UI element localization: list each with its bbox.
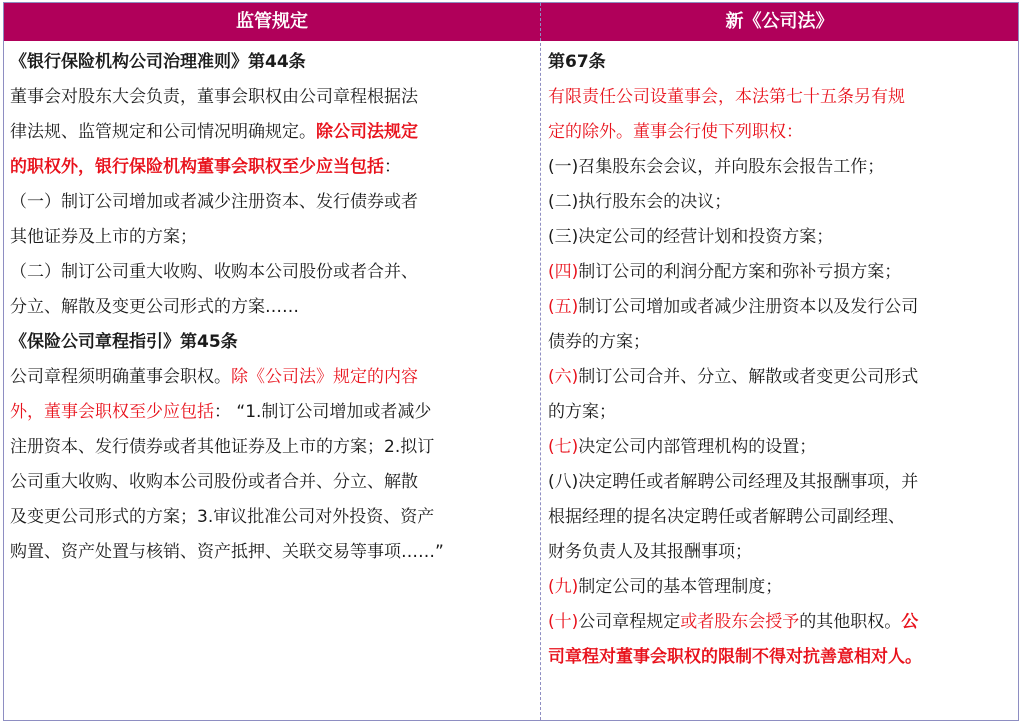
regulatory-text-line [10, 222, 536, 257]
text-segment: 制订公司合并、分立、解散或者变更公司形式 [578, 367, 919, 387]
text-segment: 的其他职权。 [799, 612, 902, 632]
text-segment: 制订公司的利润分配方案和弥补亏损方案； [578, 262, 902, 282]
regulatory-rules-column [10, 47, 536, 572]
regulatory-text-line [10, 327, 536, 362]
regulatory-text-line [10, 432, 536, 467]
regulatory-text-line [10, 47, 536, 82]
text-segment: 公司章程规定 [578, 612, 681, 632]
text-segment: 其他证券及上市的方案； [10, 227, 197, 247]
highlighted-text: (九) [548, 577, 579, 597]
company-law-text-line [548, 362, 1012, 397]
company-law-text-line [548, 152, 1012, 187]
highlighted-text: 外，董事会职权至少应包括 [10, 402, 214, 422]
table-header [4, 3, 1018, 41]
highlighted-text: (五) [548, 297, 579, 317]
highlighted-text: 公 [901, 612, 919, 632]
company-law-text-line [548, 537, 1012, 572]
company-law-text-line [548, 607, 1012, 642]
regulatory-text-line [10, 537, 536, 572]
text-segment: 及变更公司形式的方案；3.审议批准公司对外投资、资产 [10, 507, 435, 527]
company-law-text-line [548, 327, 1012, 362]
company-law-text-line [548, 502, 1012, 537]
regulatory-text-line [10, 117, 536, 152]
highlighted-text: (六) [548, 367, 579, 387]
text-segment: 制定公司的基本管理制度； [578, 577, 783, 597]
column-divider [540, 3, 541, 720]
text-segment: (一)召集股东会会议，并向股东会报告工作； [548, 157, 885, 177]
company-law-text-line [548, 572, 1012, 607]
text-segment: 分立、解散及变更公司形式的方案…… [10, 297, 299, 317]
company-law-article-column [548, 47, 1012, 677]
company-law-text-line [548, 82, 1012, 117]
regulatory-text-line [10, 292, 536, 327]
text-segment: （二）制订公司重大收购、收购本公司股份或者合并、 [10, 262, 418, 282]
text-segment: (二)执行股东会的决议； [548, 192, 732, 212]
company-law-text-line [548, 432, 1012, 467]
company-law-text-line [548, 222, 1012, 257]
regulatory-text-line [10, 82, 536, 117]
text-segment: 《银行保险机构公司治理准则》第44条 [10, 52, 306, 72]
regulatory-text-line [10, 397, 536, 432]
regulatory-text-line [10, 187, 536, 222]
company-law-text-line [548, 467, 1012, 502]
company-law-text-line [548, 642, 1012, 677]
text-segment: 的方案； [548, 402, 616, 422]
text-segment: （一）制订公司增加或者减少注册资本、发行债券或者 [10, 192, 418, 212]
company-law-text-line [548, 292, 1012, 327]
regulatory-text-line [10, 152, 536, 187]
company-law-text-line [548, 397, 1012, 432]
text-segment: 根据经理的提名决定聘任或者解聘公司副经理、 [548, 507, 905, 527]
regulatory-text-line [10, 257, 536, 292]
company-law-text-line [548, 257, 1012, 292]
regulatory-text-line [10, 502, 536, 537]
highlighted-text: 除公司法规定 [316, 122, 418, 142]
text-segment: 第67条 [548, 52, 606, 72]
header-regulatory-rules: 监管规定 [236, 11, 308, 32]
highlighted-text: 或者股东会授予 [680, 612, 800, 632]
company-law-text-line [548, 187, 1012, 222]
regulatory-text-line [10, 467, 536, 502]
text-segment: 律法规、监管规定和公司情况明确规定。 [10, 122, 316, 142]
text-segment: 公司章程须明确董事会职权。 [10, 367, 231, 387]
company-law-text-line [548, 47, 1012, 82]
text-segment: 公司重大收购、收购本公司股份或者合并、分立、解散 [10, 472, 418, 492]
highlighted-text: (七) [548, 437, 579, 457]
highlighted-text: 定的除外。董事会行使下列职权： [548, 122, 803, 142]
text-segment: (八)决定聘任或者解聘公司经理及其报酬事项，并 [548, 472, 919, 492]
text-segment: 债券的方案； [548, 332, 650, 352]
highlighted-text: 除《公司法》规定的内容 [231, 367, 418, 387]
text-segment: 财务负责人及其报酬事项； [548, 542, 752, 562]
text-segment: 决定公司内部管理机构的设置； [578, 437, 817, 457]
text-segment: 注册资本、发行债券或者其他证券及上市的方案；2.拟订 [10, 437, 435, 457]
highlighted-text: (四) [548, 262, 579, 282]
company-law-text-line [548, 117, 1012, 152]
highlighted-text: 的职权外，银行保险机构董事会职权至少应当包括 [10, 157, 384, 177]
highlighted-text: 有限责任公司设董事会，本法第七十五条另有规 [548, 87, 905, 107]
text-segment: 制订公司增加或者减少注册资本以及发行公司 [578, 297, 919, 317]
text-segment: 董事会对股东大会负责，董事会职权由公司章程根据法 [10, 87, 418, 107]
regulatory-text-line [10, 362, 536, 397]
text-segment: (三)决定公司的经营计划和投资方案； [548, 227, 834, 247]
text-segment: 购置、资产处置与核销、资产抵押、关联交易等事项……” [10, 542, 444, 562]
header-new-company-law: 新《公司法》 [725, 11, 834, 32]
text-segment: ： “1.制订公司增加或者减少 [214, 402, 432, 422]
text-segment: ： [384, 157, 401, 177]
highlighted-text: 司章程对董事会职权的限制不得对抗善意相对人。 [548, 647, 922, 667]
comparison-table [3, 2, 1019, 721]
highlighted-text: (十) [548, 612, 579, 632]
text-segment: 《保险公司章程指引》第45条 [10, 332, 238, 352]
